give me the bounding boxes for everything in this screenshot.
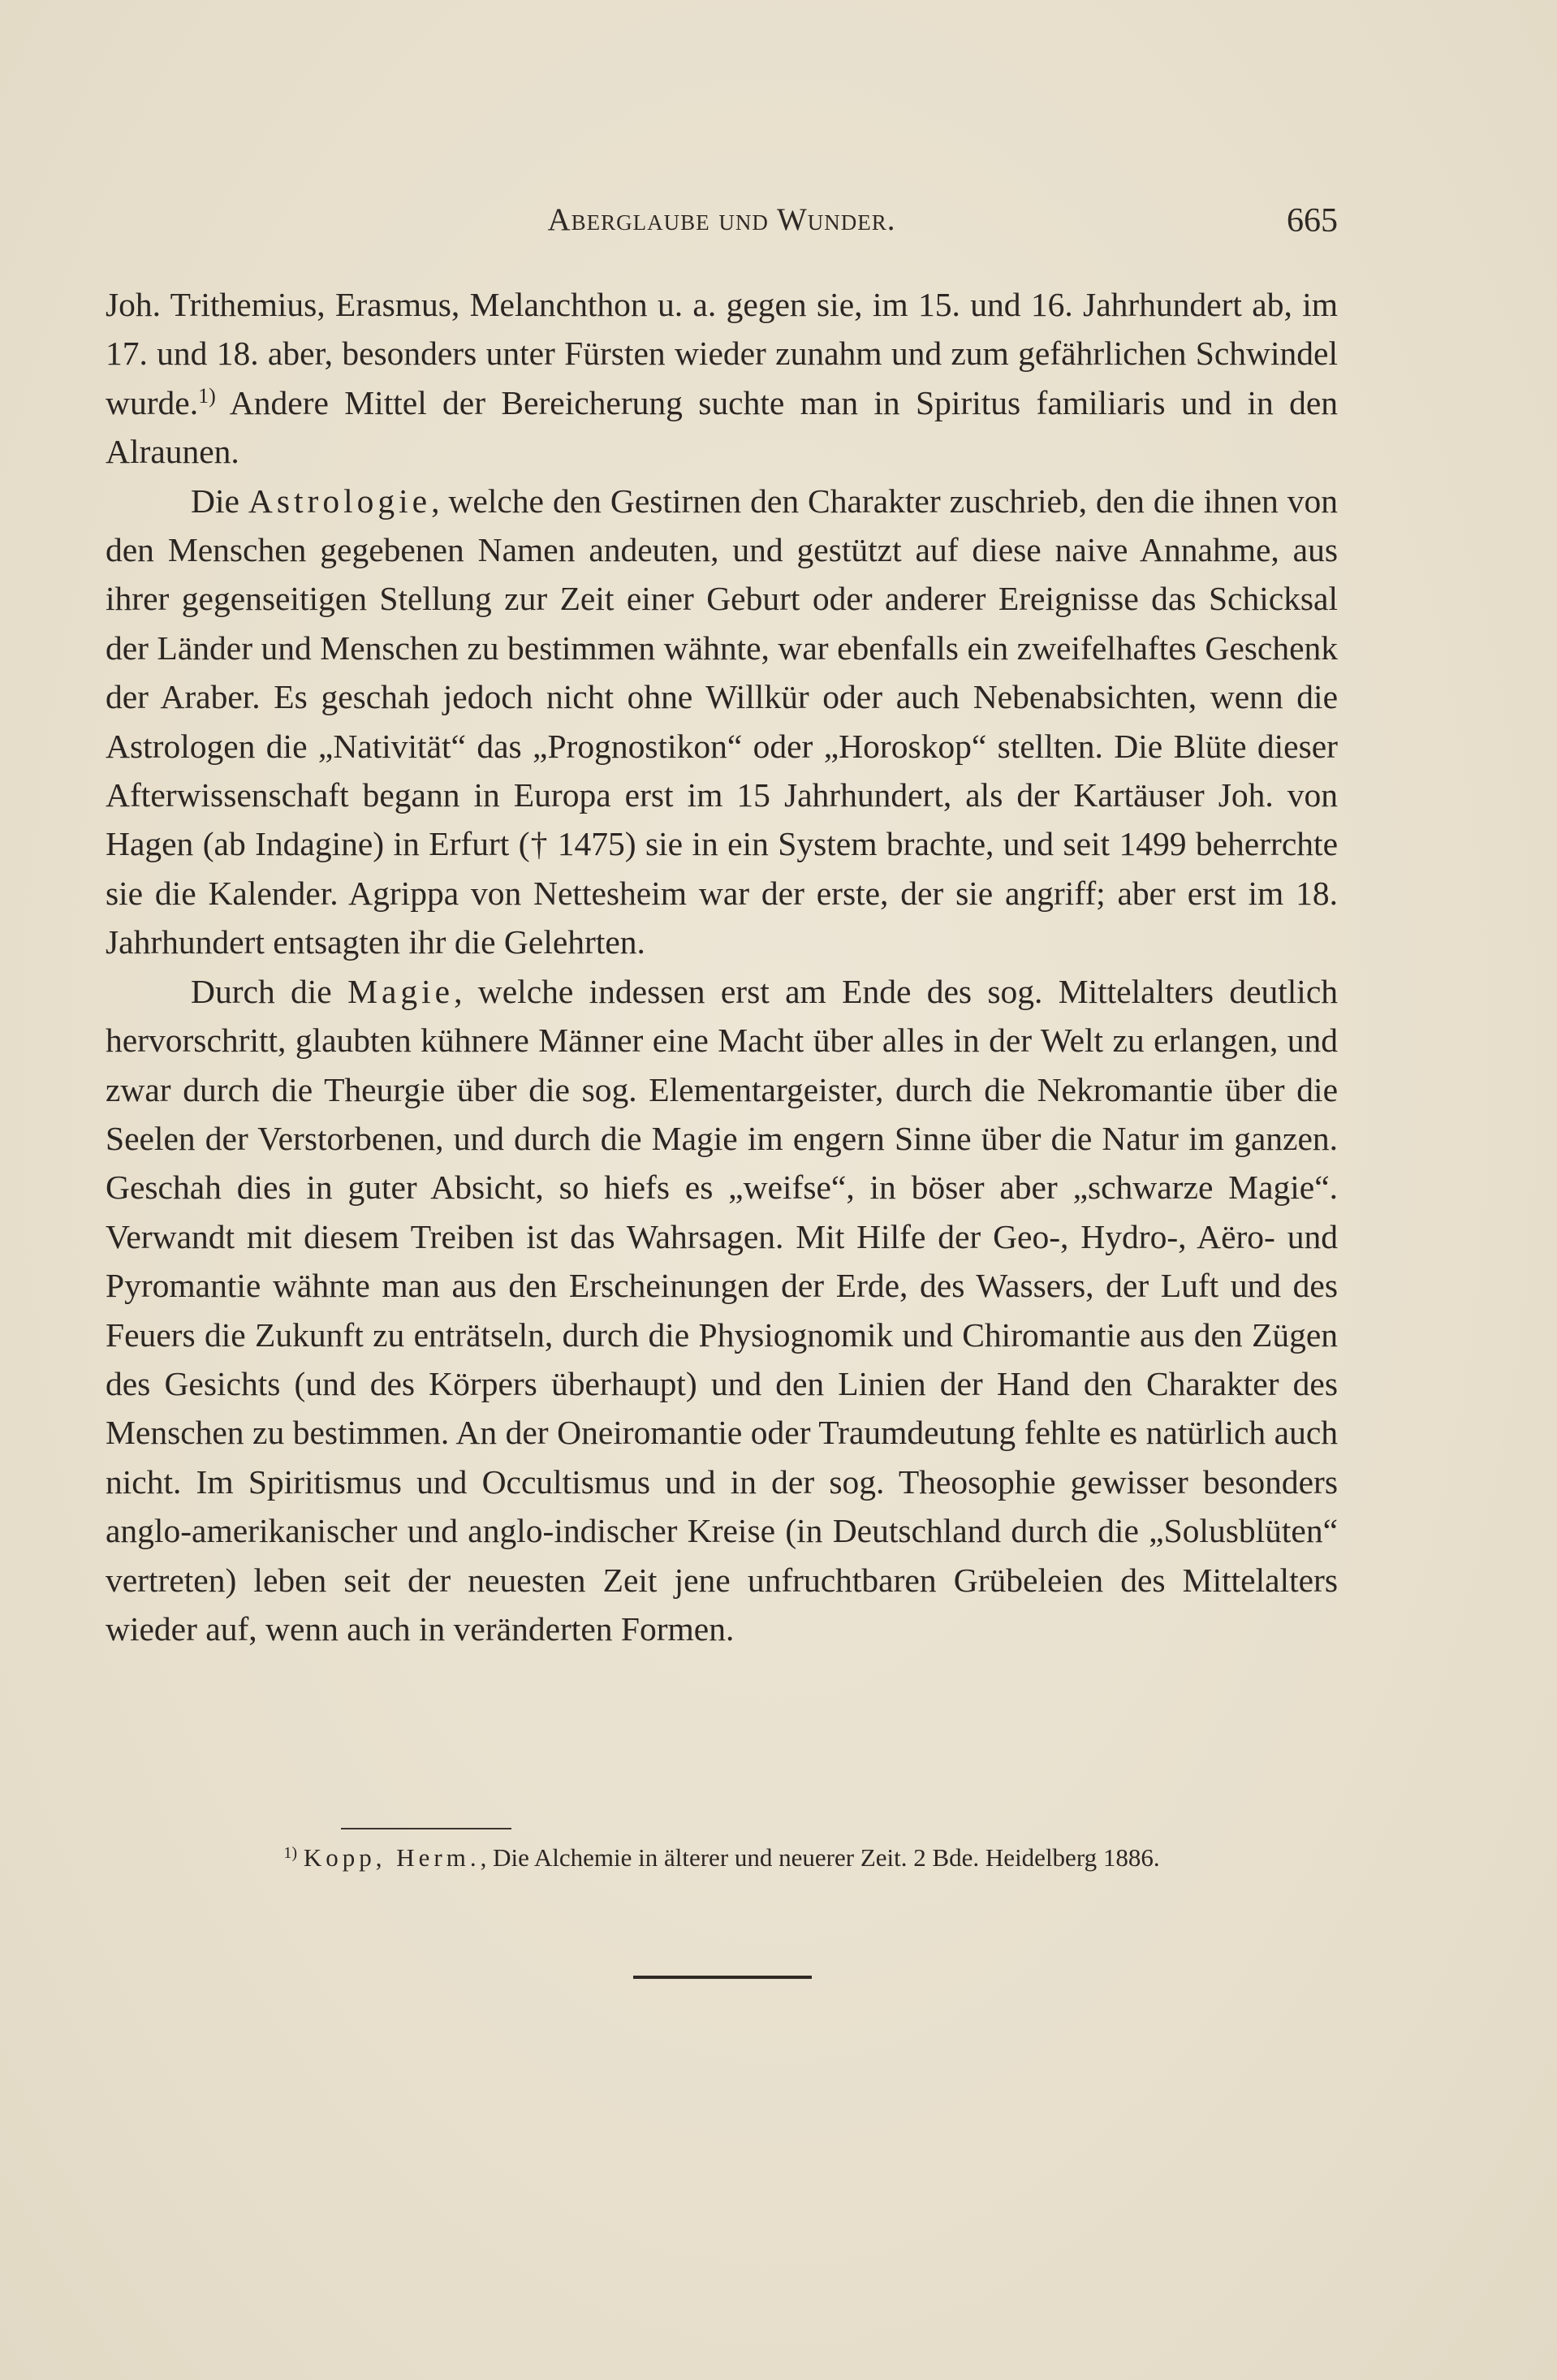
- term-magie: Magie: [347, 972, 455, 1010]
- end-rule: [633, 1976, 812, 1979]
- paragraph-magie: [106, 967, 1338, 1654]
- paragraph-text-continued: Andere Mittel der Bereicherung suchte man in Spiritus familiaris und in den Alraunen.: [106, 383, 1338, 471]
- paragraph-text: , welche indessen erst am Ende des sog. Mittelalters deutlich hervorschritt, glaubten kühnere Männer eine Macht über alles in der Welt zu erlangen, und zwar durch die Theurgie über die sog. Elementargeister, durch die Nekromantie über die Seelen der Verstorbenen, und durch die Magie im engern Sinne über die Natur im ganzen. Geschah dies in guter Absicht, so hiefs es „weifse“, in böser aber „schwarze Magie“. Verwandt mit diesem Treiben ist das Wahrsagen. Mit Hilfe der Geo-, Hydro-, Aëro- und Pyromantie wähnte man aus den Erscheinungen der Erde, des Wassers, der Luft und des Feuers die Zukunft zu enträtseln, durch die Physiognomik und Chiromantie aus den Zügen des Gesichts (und des Körpers überhaupt) und den Linien der Hand den Charakter des Menschen zu bestimmen. An der Oneiromantie oder Traumdeutung fehlte es natürlich auch nicht. Im Spiritismus und Occultismus und in der sog. Theosophie gewisser besonders anglo-amerikanischer und anglo-indischer Kreise (in Deutschland durch die „Solusblüten“ vertreten) leben seit der neuesten Zeit jene unfruchtbaren Grübeleien des Mittelalters wieder auf, wenn auch in veränderten Formen.: [106, 972, 1338, 1648]
- paragraph-lead: Durch die: [191, 972, 348, 1010]
- footnote-reference: 1): [198, 383, 216, 408]
- body-text: [106, 280, 1338, 1653]
- footnote: [106, 1842, 1338, 1874]
- paragraph-text: , welche den Gestirnen den Charakter zuschrieb, den die ihnen von den Menschen gegebenen Namen andeuten, und gestützt auf diese naive Annahme, aus ihrer gegenseitigen Stellung zur Zeit einer Geburt oder anderer Ereignisse das Schicksal der Länder und Menschen zu bestimmen wähnte, war ebenfalls ein zweifelhaftes Geschenk der Araber. Es geschah jedoch nicht ohne Willkür oder auch Nebenabsichten, wenn die Astrologen die „Nativität“ das „Prognostikon“ oder „Horoskop“ stellten. Die Blüte dieser Afterwissenschaft begann in Europa erst im 15 Jahrhundert, als der Kartäuser Joh. von Hagen (ab Indagine) in Erfurt († 1475) sie in ein System brachte, und seit 1499 beherrchte sie die Kalender. Agrippa von Nettesheim war der erste, der sie angriff; aber erst im 18. Jahrhundert entsagten ihr die Gelehrten.: [106, 482, 1339, 961]
- paragraph-trithemius: [106, 280, 1338, 477]
- term-astrologie: Astrologie: [248, 482, 432, 520]
- paragraph-astrologie: [106, 477, 1338, 967]
- running-title: Aberglaube und Wunder.: [547, 202, 896, 237]
- paragraph-lead: Die: [191, 482, 248, 520]
- footnote-author: Kopp, Herm.: [303, 1843, 481, 1872]
- footnote-divider: [341, 1828, 511, 1829]
- page-number: 665: [1287, 202, 1338, 240]
- footnote-text: , Die Alchemie in älterer und neuerer Zeit. 2 Bde. Heidelberg 1886.: [480, 1843, 1160, 1872]
- footnote-marker: 1): [283, 1844, 298, 1862]
- paragraph-text: Joh. Trithemius, Erasmus, Melanchthon u. a. gegen sie, im 15. und 16. Jahrhundert ab, im 17. und 18. aber, besonders unter Fürsten wieder zunahm und zum gefährlichen Schwindel wurde.: [106, 286, 1338, 421]
- page-header: [106, 201, 1338, 258]
